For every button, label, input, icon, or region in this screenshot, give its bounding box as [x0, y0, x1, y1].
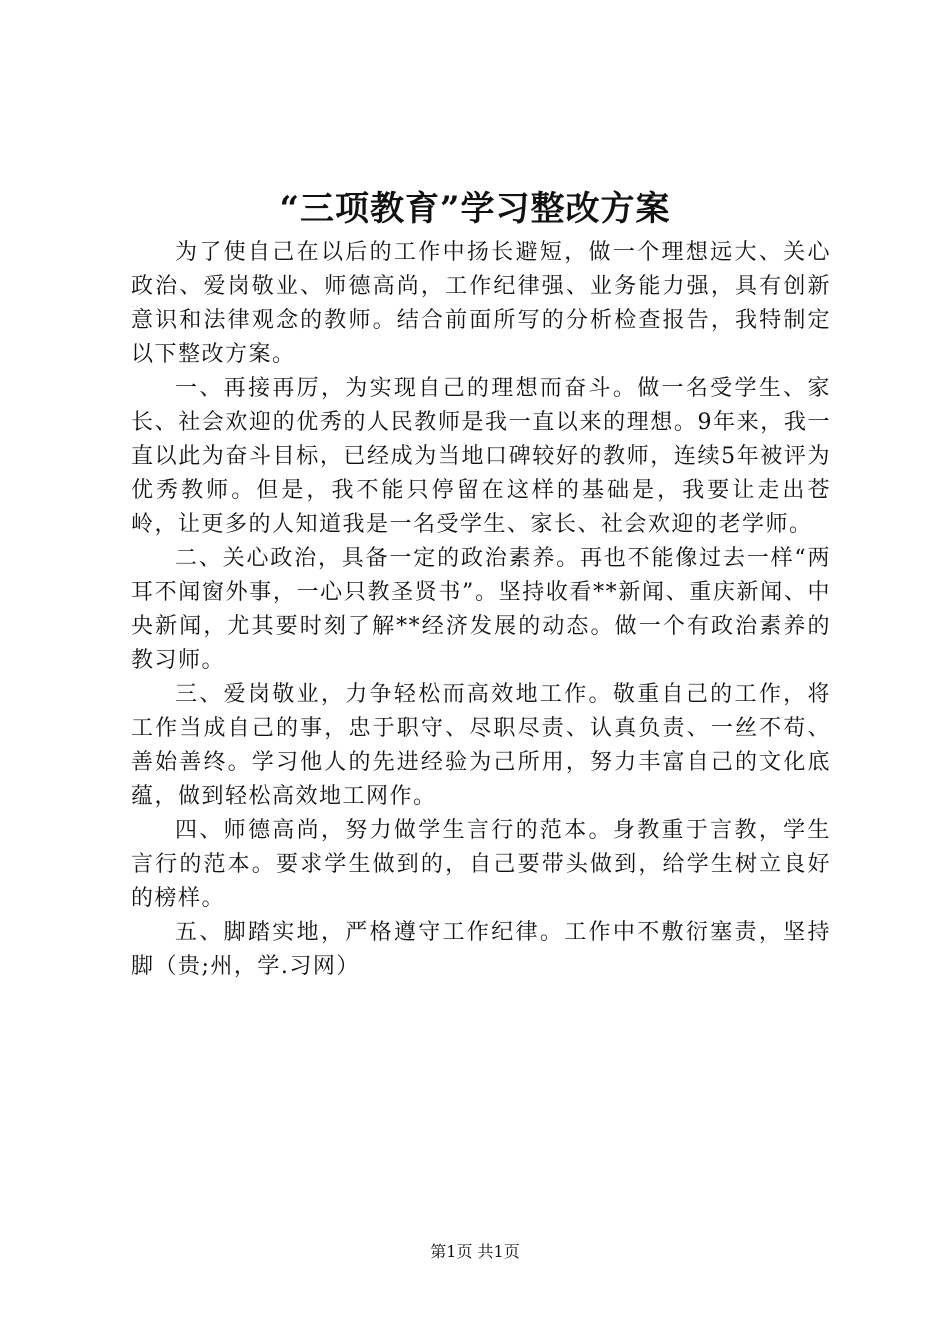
- paragraph-section-3: 三、爱岗敬业，力争轻松而高效地工作。敬重自己的工作，将工作当成自己的事，忠于职守、尽职尽责、认真负责、一丝不苟、善始善终。学习他人的先进经验为己所用，努力丰富自己的文化底蕴，做到轻松高效地工网作。: [131, 682, 831, 809]
- paragraph-intro: 为了使自己在以后的工作中扬长避短，做一个理想远大、关心政治、爱岗敬业、师德高尚，工作纪律强、业务能力强，具有创新意识和法律观念的教师。结合前面所写的分析检查报告，我特制定以下整改方案。: [131, 240, 831, 367]
- paragraph-section-2: 二、关心政治，具备一定的政治素养。再也不能像过去一样“两耳不闻窗外事，一心只教圣贤书”。坚持收看**新闻、重庆新闻、中央新闻，尤其要时刻了解**经济发展的动态。做一个有政治素养的教习师。: [131, 546, 831, 673]
- paragraph-section-4: 四、师德高尚，努力做学生言行的范本。身教重于言教，学生言行的范本。要求学生做到的，自己要带头做到，给学生树立良好的榜样。: [131, 818, 831, 911]
- page-number-footer: 第1页 共1页: [430, 1242, 520, 1261]
- paragraph-section-5: 五、脚踏实地，严格遵守工作纪律。工作中不敷衍塞责，坚持脚（贵;州，学.习网）: [131, 920, 831, 979]
- document-body: [131, 236, 831, 984]
- paragraph-section-1: 一、再接再厉，为实现自己的理想而奋斗。做一名受学生、家长、社会欢迎的优秀的人民教师是我一直以来的理想。9年来，我一直以此为奋斗目标，已经成为当地口碑较好的教师，连续5年被评为优秀教师。但是，我不能只停留在这样的基础是，我要让走出苍岭，让更多的人知道我是一名受学生、家长、社会欢迎的老学师。: [131, 376, 831, 537]
- document-title: “三项教育”学习整改方案: [279, 189, 671, 229]
